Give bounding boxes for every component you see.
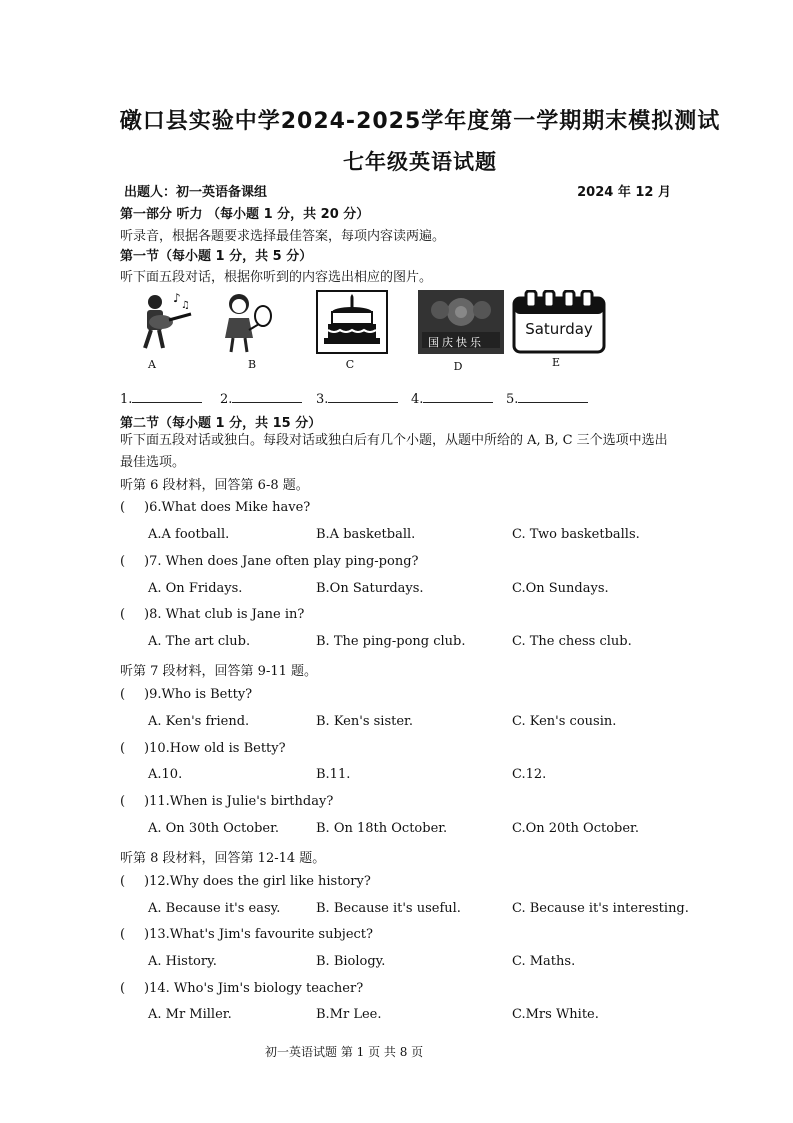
question-13: ( )13.What's Jim's favourite subject? — [120, 927, 373, 942]
blank-2[interactable]: 2. — [220, 390, 302, 407]
group-intro-6: 听第 6 段材料，回答第 6-8 题。 — [120, 478, 309, 493]
q8-option-c[interactable]: C. The chess club. — [512, 634, 632, 649]
q12-option-b[interactable]: B. Because it's useful. — [316, 901, 461, 916]
q13-option-b[interactable]: B. Biology. — [316, 954, 386, 969]
svg-text:♫: ♫ — [181, 300, 190, 311]
blank-5[interactable]: 5. — [506, 390, 588, 407]
q7-option-a[interactable]: A. On Fridays. — [148, 581, 243, 596]
blank-4[interactable]: 4. — [411, 390, 493, 407]
exam-title: 礅口县实验中学2024-2025学年度第一学期期末模拟测试 — [119, 109, 721, 134]
picture-label-b: B — [247, 358, 257, 371]
svg-text:♪: ♪ — [173, 291, 181, 305]
q9-option-a[interactable]: A. Ken's friend. — [148, 714, 250, 729]
author-line: 出题人：初一英语备课组 — [124, 185, 268, 200]
q11-option-a[interactable]: A. On 30th October. — [148, 821, 280, 836]
q14-option-a[interactable]: A. Mr Miller. — [148, 1007, 232, 1022]
q14-option-c[interactable]: C.Mrs White. — [512, 1007, 599, 1022]
question-10: ( )10.How old is Betty? — [120, 741, 286, 756]
exam-subtitle: 七年级英语试题 — [343, 150, 497, 174]
question-11: ( )11.When is Julie's birthday? — [120, 794, 334, 809]
picture-label-e: E — [551, 356, 561, 369]
calendar-caption: Saturday — [525, 320, 593, 338]
group-intro-7: 听第 7 段材料，回答第 9-11 题。 — [120, 664, 318, 679]
q9-option-c[interactable]: C. Ken's cousin. — [512, 714, 617, 729]
section1-instruction: 听下面五段对话，根据你听到的内容选出相应的图片。 — [120, 270, 433, 285]
birthday-cake-icon — [316, 290, 406, 356]
q12-option-c[interactable]: C. Because it's interesting. — [512, 901, 689, 916]
blank-1[interactable]: 1. — [120, 390, 202, 407]
question-8: ( )8. What club is Jane in? — [120, 607, 305, 622]
q12-option-a[interactable]: A. Because it's easy. — [148, 901, 281, 916]
q6-option-b[interactable]: B.A basketball. — [316, 527, 416, 542]
q13-option-c[interactable]: C. Maths. — [512, 954, 576, 969]
q11-option-b[interactable]: B. On 18th October. — [316, 821, 448, 836]
guitar-player-icon — [125, 290, 215, 356]
question-9: ( )9.Who is Betty? — [120, 687, 253, 702]
picture-options — [120, 290, 620, 380]
q7-option-c[interactable]: C.On Sundays. — [512, 581, 609, 596]
picture-label-d: D — [453, 360, 463, 373]
q9-option-b[interactable]: B. Ken's sister. — [316, 714, 413, 729]
section2-instruction: 听下面五段对话或独白。每段对话或独白后有几个小题，从题中所给的 A, B, C 三个选项中选出最佳选项。 — [120, 433, 668, 470]
national-day-caption: 国庆快乐 — [428, 336, 484, 349]
q6-option-c[interactable]: C. Two basketballs. — [512, 527, 640, 542]
section2-heading: 第二节（每小题 1 分，共 15 分） — [120, 416, 322, 431]
group-intro-8: 听第 8 段材料，回答第 12-14 题。 — [120, 851, 326, 866]
q13-option-a[interactable]: A. History. — [148, 954, 217, 969]
question-14: ( )14. Who's Jim's biology teacher? — [120, 981, 364, 996]
question-7: ( )7. When does Jane often play ping-pong? — [120, 554, 419, 569]
q8-option-b[interactable]: B. The ping-pong club. — [316, 634, 466, 649]
part1-instruction: 听录音，根据各题要求选择最佳答案，每项内容读两遍。 — [120, 229, 446, 244]
question-12: ( )12.Why does the girl like history? — [120, 874, 371, 889]
date-line: 2024 年 12 月 — [577, 185, 671, 200]
part1-heading: 第一部分 听力 （每小题 1 分，共 20 分） — [120, 207, 370, 222]
picture-label-a: A — [148, 358, 156, 371]
q11-option-c[interactable]: C.On 20th October. — [512, 821, 639, 836]
q8-option-a[interactable]: A. The art club. — [148, 634, 251, 649]
blank-3[interactable]: 3. — [316, 390, 398, 407]
q10-option-a[interactable]: A.10. — [148, 767, 183, 782]
q10-option-c[interactable]: C.12. — [512, 767, 547, 782]
q14-option-b[interactable]: B.Mr Lee. — [316, 1007, 382, 1022]
national-day-icon — [418, 290, 508, 356]
q7-option-b[interactable]: B.On Saturdays. — [316, 581, 424, 596]
tennis-girl-icon — [215, 290, 305, 356]
q6-option-a[interactable]: A.A football. — [148, 527, 230, 542]
q10-option-b[interactable]: B.11. — [316, 767, 351, 782]
picture-label-c: C — [345, 358, 355, 371]
question-6: ( )6.What does Mike have? — [120, 500, 311, 515]
page-footer: 初一英语试题 第 1 页 共 8 页 — [265, 1045, 424, 1059]
section1-heading: 第一节（每小题 1 分，共 5 分） — [120, 249, 313, 264]
calendar-icon — [512, 290, 602, 356]
